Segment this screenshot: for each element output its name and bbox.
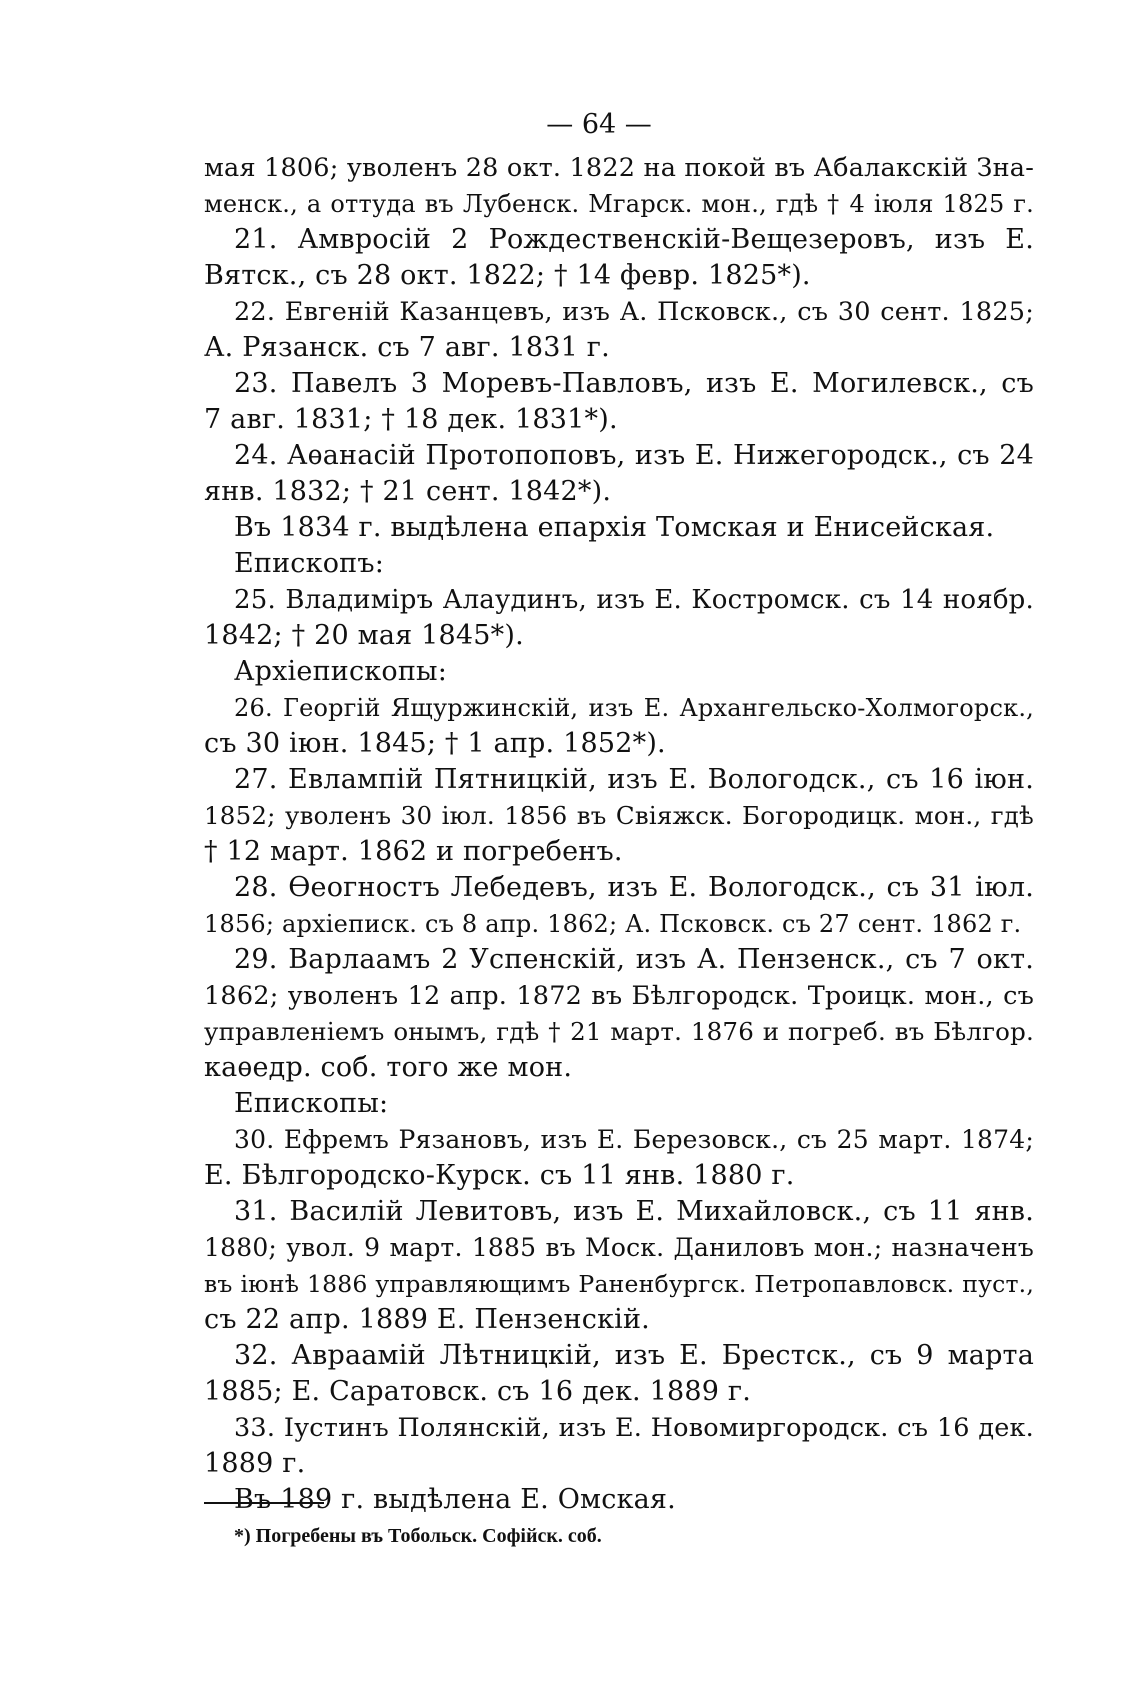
text-line: Епископъ: (234, 548, 385, 579)
text-line: Въ 1834 г. выдѣлена епархія Томская и Енисейская. (234, 512, 995, 543)
text-line: въ іюнѣ 1886 управляющимъ Раненбургск. Петропавловск. пуст., (204, 1270, 1034, 1298)
text-line: 1852; уволенъ 30 іюл. 1856 въ Свіяжск. Богородицк. мон., гдѣ (204, 801, 1034, 830)
text-line: 1885; Е. Саратовск. съ 16 дек. 1889 г. (204, 1376, 752, 1407)
text-line: 31. Василій Левитовъ, изъ Е. Михайловск., съ 11 янв. (234, 1196, 1034, 1227)
text-line: Въ 189 г. выдѣлена Е. Омская. (234, 1484, 676, 1515)
text-line: 33. Іустинъ Полянскій, изъ Е. Новомиргородск. съ 16 дек. (234, 1413, 1034, 1443)
text-line: управленіемъ онымъ, гдѣ † 21 март. 1876 и погреб. въ Бѣлгор. (204, 1017, 1034, 1046)
text-line: 29. Варлаамъ 2 Успенскій, изъ А. Пензенск., съ 7 окт. (234, 944, 1034, 975)
text-line: менск., а оттуда въ Лубенск. Мгарск. мон., гдѣ † 4 іюля 1825 г. (204, 190, 1034, 218)
text-line: Епископы: (234, 1088, 389, 1119)
text-line: † 12 март. 1862 и погребенъ. (204, 836, 623, 867)
text-line: 1889 г. (204, 1448, 306, 1479)
text-line: Архіепископы: (234, 656, 447, 687)
text-line: Вятск., съ 28 окт. 1822; † 14 февр. 1825*). (204, 260, 811, 291)
text-line: 7 авг. 1831; † 18 дек. 1831*). (204, 404, 618, 435)
text-body (204, 150, 1034, 1518)
text-line: 26. Георгій Ящуржинскій, изъ Е. Архангельско-Холмогорск., (234, 694, 1034, 722)
text-line: 28. Ѳеогностъ Лебедевъ, изъ Е. Вологодск., съ 31 іюл. (234, 872, 1034, 903)
text-line: съ 30 іюн. 1845; † 1 апр. 1852*). (204, 728, 666, 759)
text-line: 24. Аѳанасій Протопоповъ, изъ Е. Нижегородск., съ 24 (234, 440, 1034, 471)
text-line: мая 1806; уволенъ 28 окт. 1822 на покой въ Абалакскій Зна- (204, 153, 1035, 183)
text-line: 1856; архіеписк. съ 8 апр. 1862; А. Псковск. съ 27 сент. 1862 г. (204, 910, 1022, 938)
text-line: янв. 1832; † 21 сент. 1842*). (204, 476, 612, 507)
text-line: 23. Павелъ 3 Моревъ-Павловъ, изъ Е. Могилевск., съ (234, 368, 1034, 399)
text-line: Е. Бѣлгородско-Курск. съ 11 янв. 1880 г. (204, 1160, 795, 1191)
text-line: 22. Евгеній Казанцевъ, изъ А. Псковск., съ 30 сент. 1825; (234, 297, 1034, 327)
footnote: *) Погребены въ Тобольск. Софійск. соб. (234, 1525, 602, 1547)
text-line: 25. Владиміръ Алаудинъ, изъ Е. Костромск. съ 14 ноябр. (234, 585, 1034, 615)
text-line: 30. Ефремъ Рязановъ, изъ Е. Березовск., съ 25 март. 1874; (234, 1125, 1034, 1154)
text-line: каѳедр. соб. того же мон. (204, 1052, 573, 1083)
text-line: 1862; уволенъ 12 апр. 1872 въ Бѣлгородск. Троицк. мон., съ (204, 981, 1034, 1011)
text-line: 1880; увол. 9 март. 1885 въ Моск. Даниловъ мон.; назначенъ (204, 1233, 1034, 1262)
text-line: 21. Амвросій 2 Рождественскій-Вещезеровъ, изъ Е. (234, 224, 1034, 255)
text-line: А. Рязанск. съ 7 авг. 1831 г. (204, 332, 610, 363)
text-line: 1842; † 20 мая 1845*). (204, 620, 524, 651)
footnote-rule (204, 1502, 324, 1504)
text-line: 27. Евлампій Пятницкій, изъ Е. Вологодск., съ 16 іюн. (234, 764, 1034, 795)
page-number: — 64 — (546, 109, 652, 140)
page-body (204, 100, 1034, 1518)
text-line: 32. Авраамій Лѣтницкій, изъ Е. Брестск., съ 9 марта (234, 1340, 1034, 1371)
text-line: съ 22 апр. 1889 Е. Пензенскій. (204, 1304, 650, 1335)
